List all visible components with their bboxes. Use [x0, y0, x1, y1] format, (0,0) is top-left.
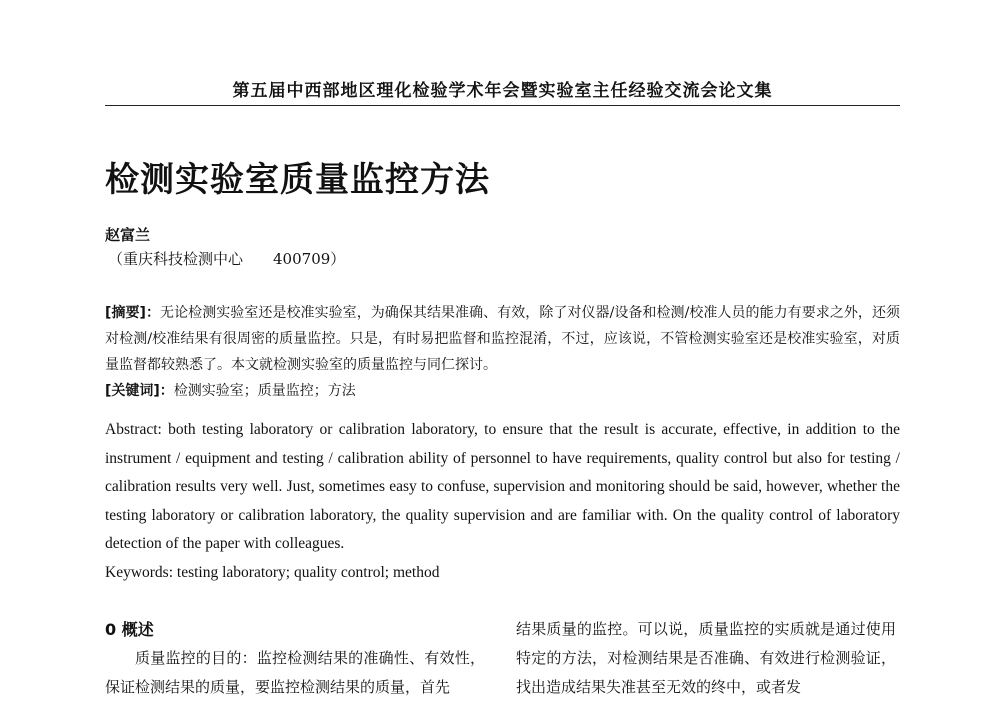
- running-header: 第五届中西部地区理化检验学术年会暨实验室主任经验交流会论文集: [105, 76, 900, 106]
- chinese-abstract: [105, 300, 900, 378]
- section-heading: 0 概述: [105, 620, 154, 639]
- paper-title: 检测实验室质量监控方法: [105, 160, 490, 200]
- body-left-column: [105, 615, 485, 702]
- affiliation: [108, 248, 345, 269]
- author-name: 赵富兰: [105, 226, 151, 244]
- abstract-label: [摘要]：: [105, 305, 161, 321]
- chinese-keywords: [105, 378, 900, 404]
- affiliation-postal-code: 400709）: [273, 250, 346, 268]
- left-column-paragraph: 质量监控的目的：监控检测结果的准确性、有效性，保证检测结果的质量，要监控检测结果的质量，首先: [105, 649, 485, 696]
- affiliation-org: （重庆科技检测中心: [108, 250, 244, 268]
- english-abstract-block: [105, 416, 900, 588]
- chinese-abstract-block: [105, 300, 900, 404]
- body-right-column: [516, 615, 896, 702]
- english-keywords: Keywords: testing laboratory; quality control; method: [105, 563, 440, 581]
- right-column-paragraph: 结果质量的监控。可以说，质量监控的实质就是通过使用特定的方法，对检测结果是否准确、有效进行检测验证，找出造成结果失准甚至无效的终中，或者发: [516, 620, 896, 696]
- abstract-text: 无论检测实验室还是校准实验室，为确保其结果准确、有效，除了对仪器/设备和检测/校准人员的能力有要求之外，还须对检测/校准结果有很周密的质量监控。只是，有时易把监督和监控混淆，不过，应该说，不管检测实验室还是校准实验室，对质量监督都较熟悉了。本文就检测实验室的质量监控与同仁探讨。: [105, 305, 901, 373]
- keywords-label: [关键词]：: [105, 383, 174, 399]
- english-abstract: Abstract: both testing laboratory or calibration laboratory, to ensure that the result is accurate, effective, in addition to the instrument / equipment and testing / calibration ability of personnel to have requirements, quality control but also for testing / calibration results very well. Just, sometimes easy to confuse, supervision and monitoring should be said, however, whether the testing laboratory or calibration laboratory, the quality supervision and are familiar with. On the quality control of laboratory detection of the paper with colleagues.: [105, 421, 900, 553]
- keywords-text: 检测实验室；质量监控；方法: [173, 383, 356, 399]
